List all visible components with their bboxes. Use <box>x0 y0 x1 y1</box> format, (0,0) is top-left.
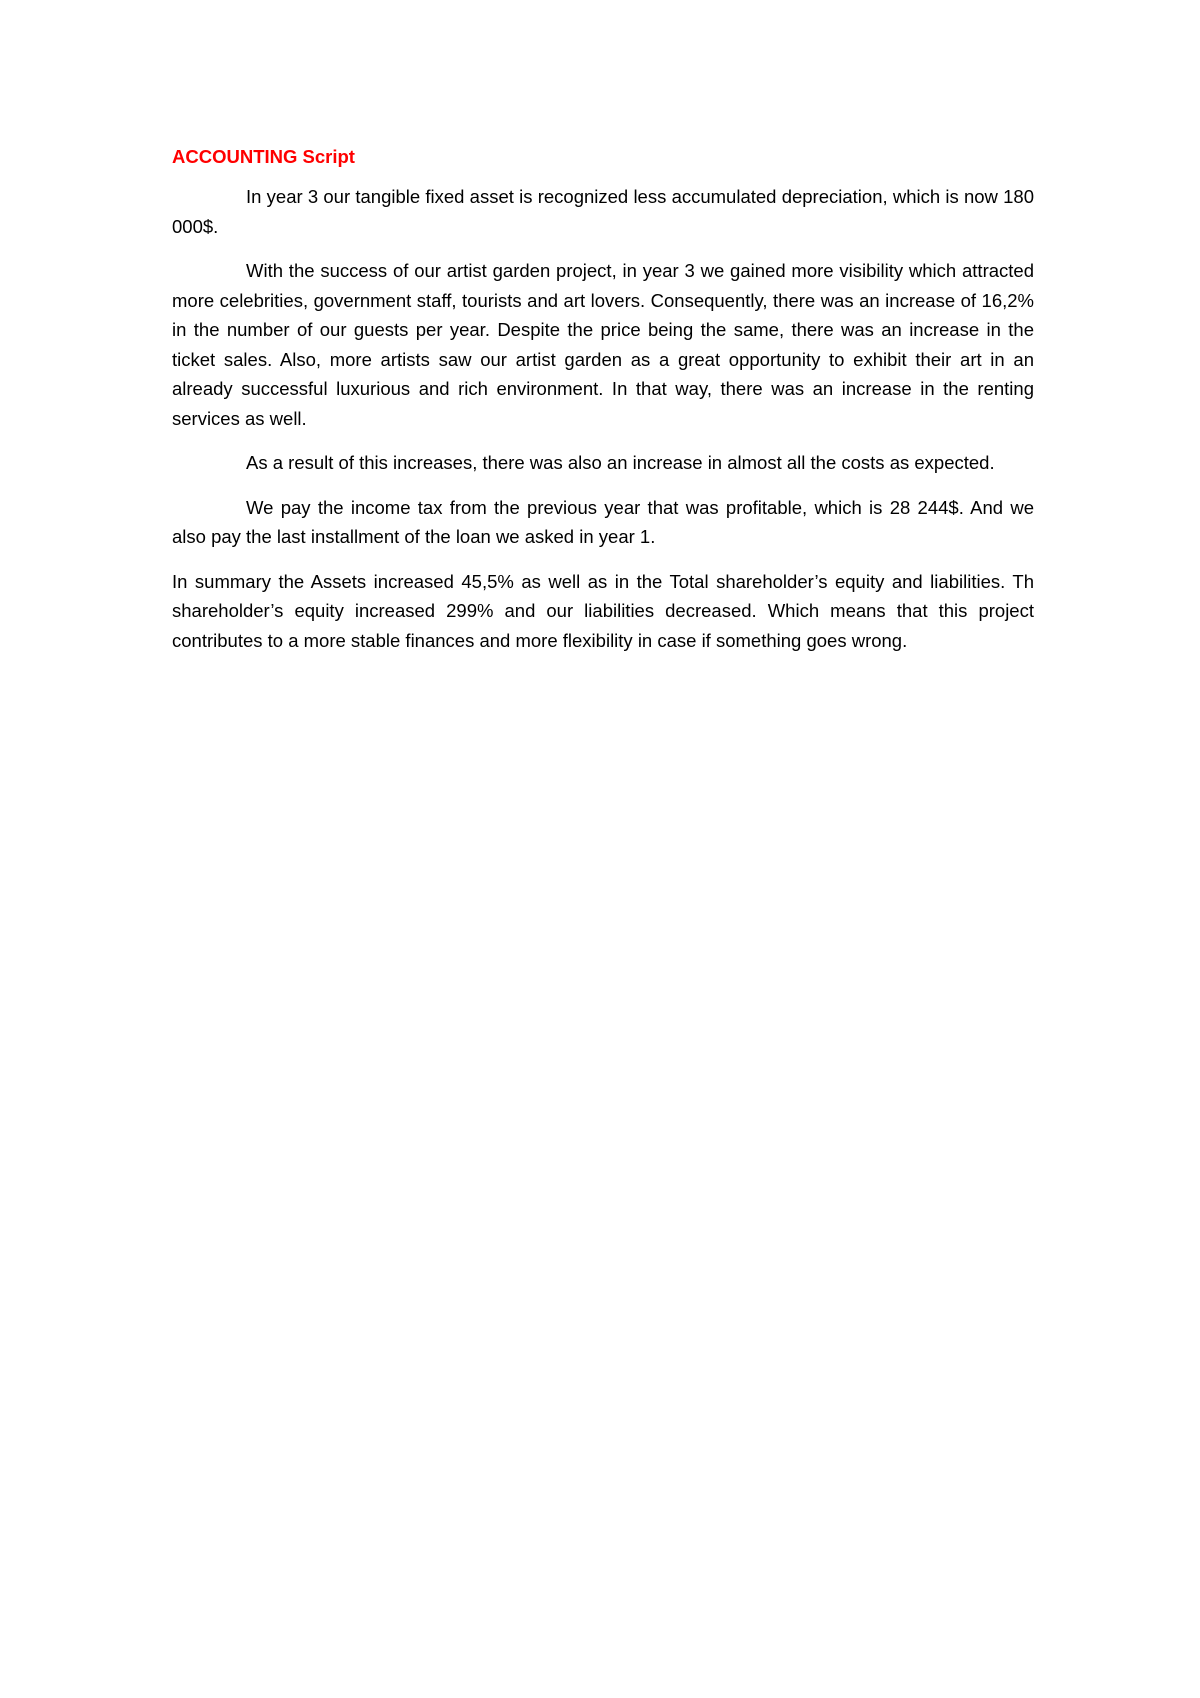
paragraph-fixed-assets: In year 3 our tangible fixed asset is recognized less accumulated depreciation, which is now 180 000$. <box>172 186 1034 237</box>
document-body <box>172 146 1034 670</box>
paragraph-summary: In summary the Assets increased 45,5% as well as in the Total shareholder’s equity and liabilities. Th shareholder’s equity increased 299% and our liabilities decreased. Which means that this project contributes to a more stable finances and more flexibility in case if something goes wrong. <box>172 570 1034 651</box>
document-title: ACCOUNTING Script <box>172 146 355 167</box>
paragraph-income-tax: We pay the income tax from the previous year that was profitable, which is 28 244$. And we also pay the last installment of the loan we asked in year 1. <box>172 496 1034 547</box>
paragraph-costs: As a result of this increases, there was also an increase in almost all the costs as expected. <box>246 452 995 473</box>
paragraph-artist-garden: With the success of our artist garden project, in year 3 we gained more visibility which attracted more celebrities, government staff, tourists and art lovers. Consequently, there was an increase of 16,2% in the number of our guests per year. Despite the price being the same, there was an increase in the ticket sales. Also, more artists saw our artist garden as a great opportunity to exhibit their art in an already successful luxurious and rich environment. In that way, there was an increase in the renting services as well. <box>172 260 1034 429</box>
